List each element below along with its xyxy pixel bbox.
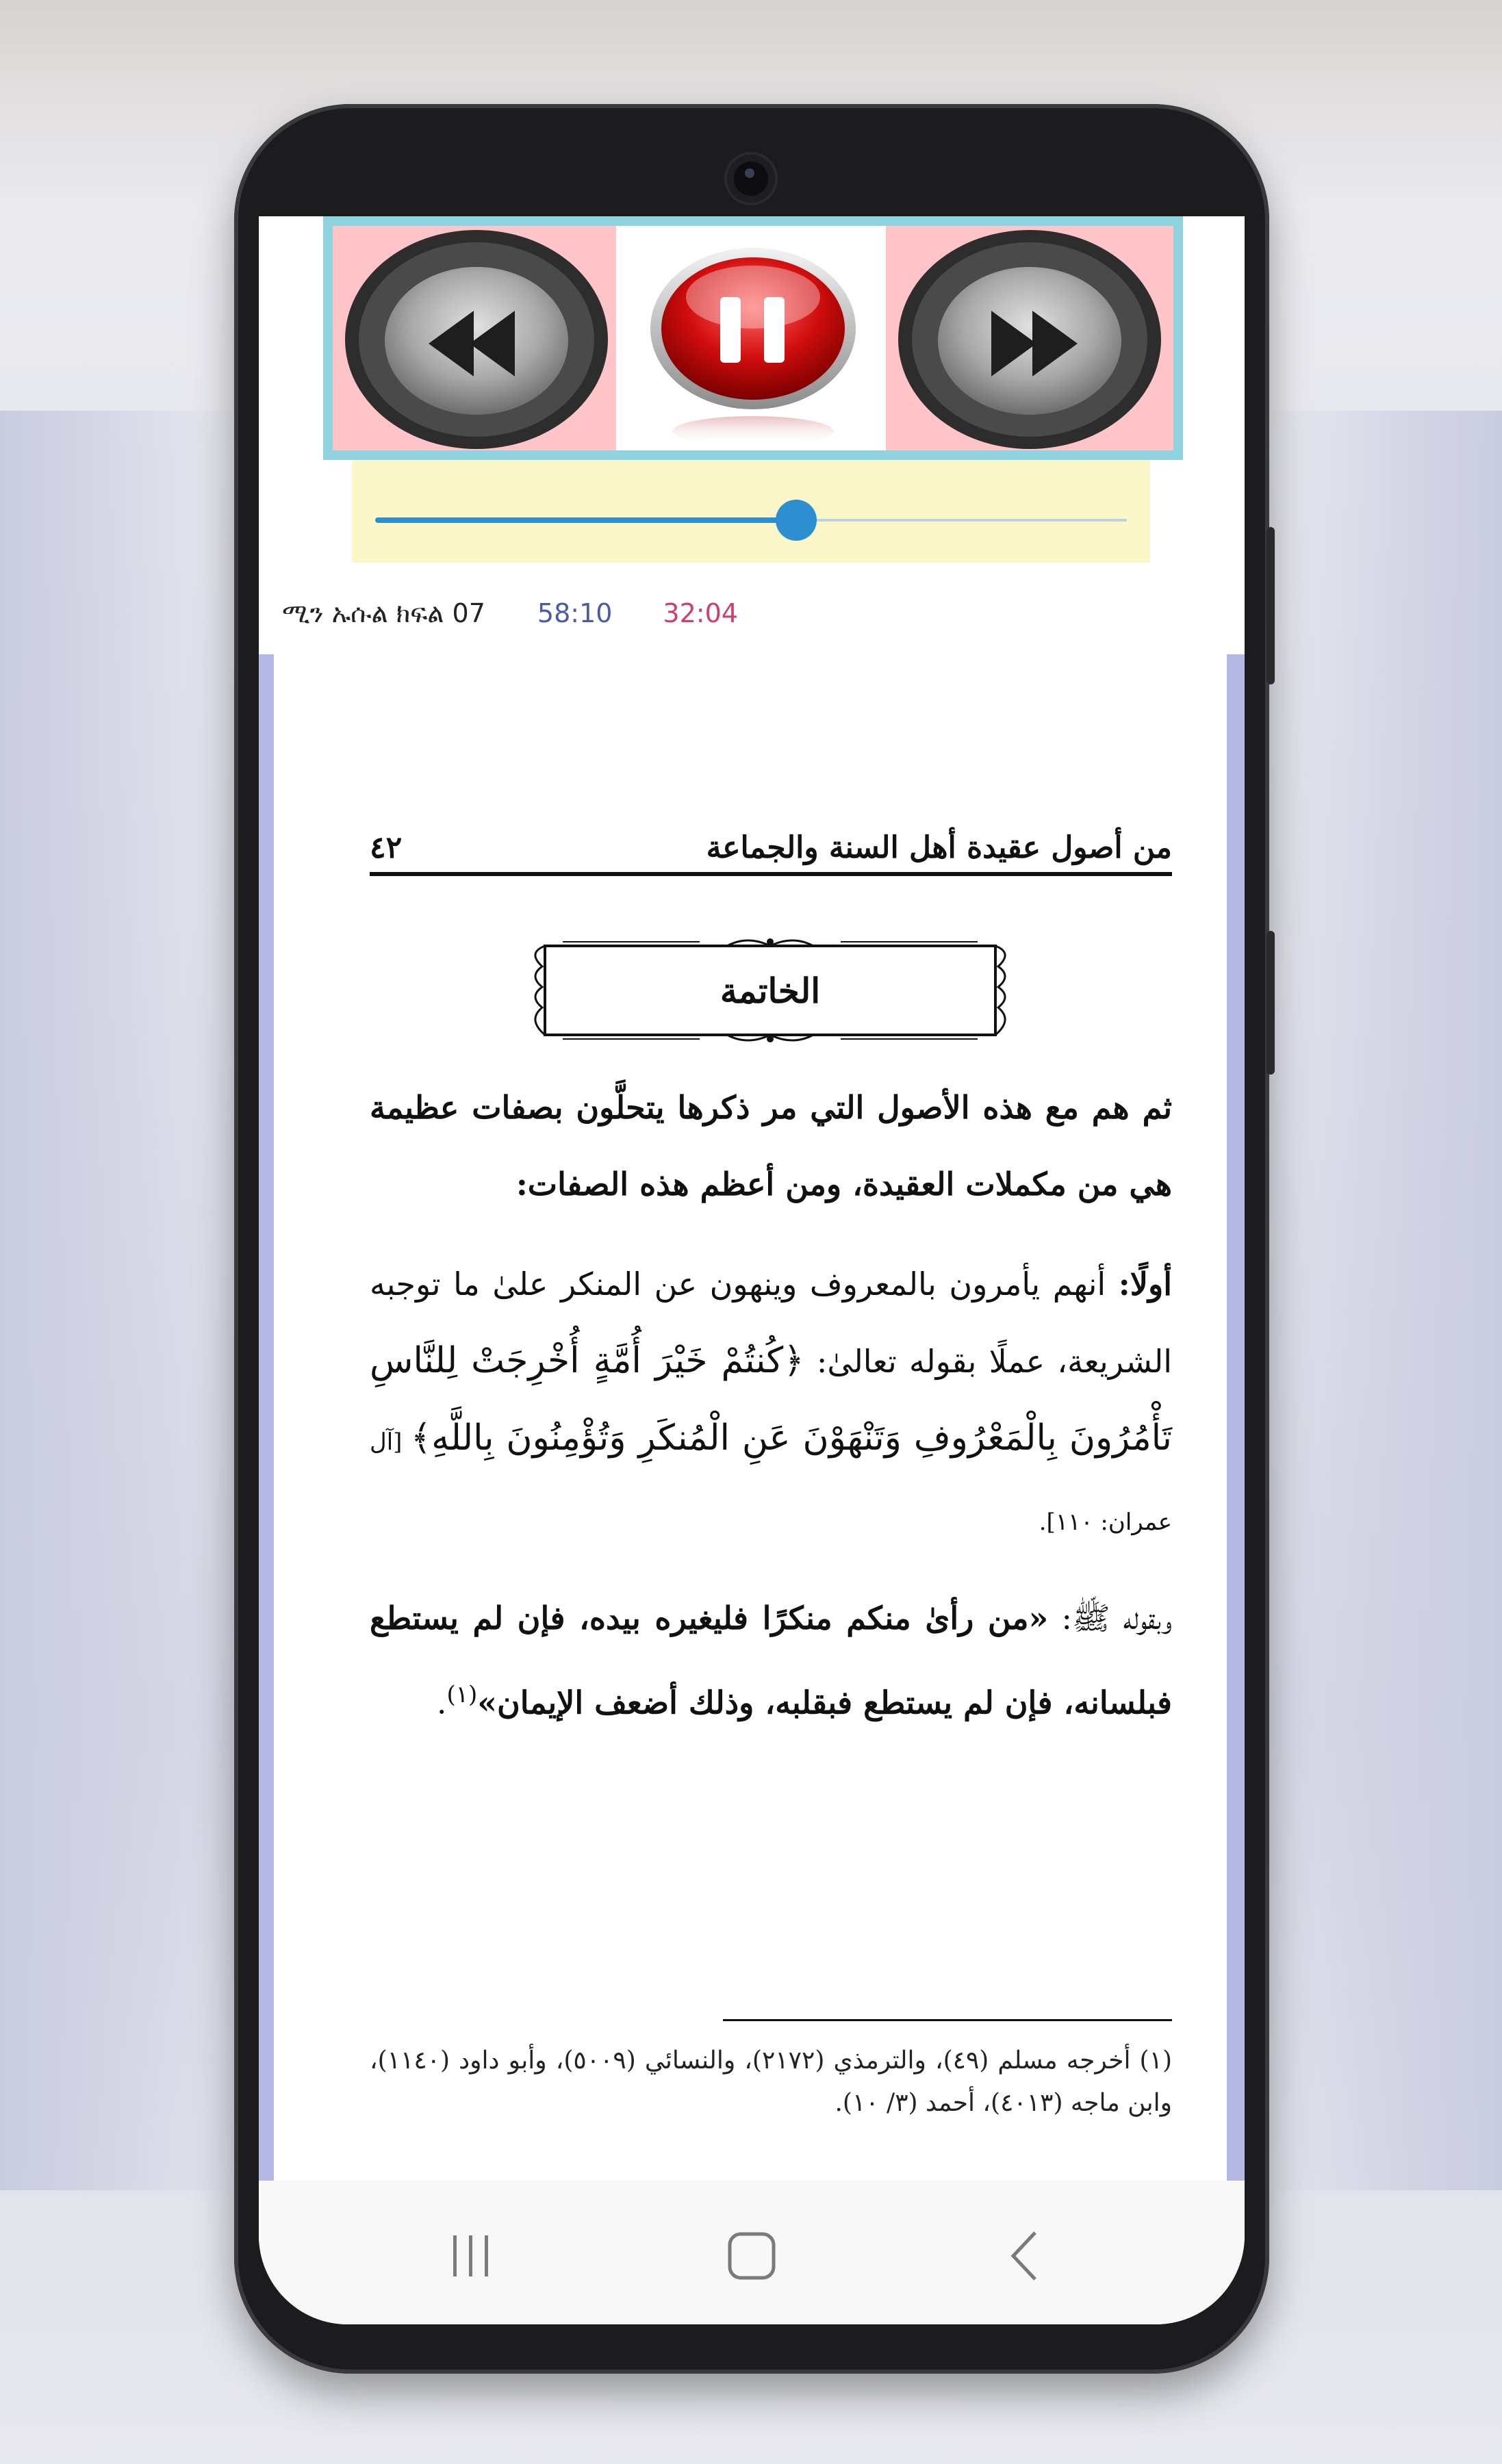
app-screen bbox=[259, 216, 1245, 2324]
paragraph-intro-text: ثم هم مع هذه الأصول التي مر ذكرها يتحلَّون بصفات عظيمة هي من مكملات العقيدة، ومن أعظم هذه الصفات: bbox=[370, 1089, 1172, 1203]
track-duration: 58:10 bbox=[537, 598, 613, 628]
seek-panel bbox=[352, 460, 1150, 563]
seek-bar-remaining[interactable] bbox=[796, 519, 1127, 522]
verse-reference: [آل عمران: ١١٠]. bbox=[370, 1428, 1172, 1536]
document-viewer[interactable] bbox=[259, 654, 1245, 2181]
back-icon bbox=[998, 2229, 1053, 2283]
page-number: ٤٢ bbox=[370, 830, 403, 865]
section-title: الخاتمة bbox=[720, 970, 821, 1011]
background-right bbox=[1256, 411, 1502, 2190]
seek-bar-played[interactable] bbox=[375, 517, 796, 523]
hadith-text: «من رأىٰ منكم منكرًا فليغيره بيده، فإن لم يستطع فبلسانه، فإن لم يستطع فبقلبه، وذلك أضعف الإيمان» bbox=[370, 1600, 1172, 1721]
section-title-frame bbox=[522, 934, 1019, 1047]
paragraph-hadith bbox=[370, 1580, 1172, 1741]
paragraph-text: أنهم يأمرون بالمعروف وينهون عن المنكر علىٰ ما توجبه الشريعة، عملًا بقوله تعالىٰ: bbox=[370, 1266, 1172, 1380]
footnote: (١) أخرجه مسلم (٤٩)، والترمذي (٢١٧٢)، والنسائي (٥٠٠٩)، وأبو داود (١١٤٠)، وابن ماجه (٤٠١٣)، أحمد (٣/ ١٠). bbox=[370, 2046, 1172, 2117]
front-camera bbox=[727, 155, 775, 203]
navigation-bar bbox=[259, 2181, 1245, 2324]
paragraph-lead: أولًا: bbox=[1118, 1266, 1172, 1302]
hadith-end: . bbox=[436, 1684, 447, 1721]
page-header bbox=[370, 824, 1172, 876]
track-title: ሚን ኡሱል ክፍል 07 bbox=[282, 598, 485, 628]
rewind-icon bbox=[340, 226, 613, 450]
pause-icon bbox=[644, 226, 863, 450]
footnote-marker: (١) bbox=[446, 1681, 478, 1708]
recent-apps-button[interactable] bbox=[444, 2229, 498, 2283]
current-time: 32:04 bbox=[663, 598, 738, 628]
pause-button[interactable] bbox=[616, 226, 890, 450]
paragraph-first-quality bbox=[370, 1246, 1172, 1561]
footnote-divider bbox=[723, 2019, 1172, 2021]
power-button bbox=[1266, 931, 1275, 1075]
seek-thumb[interactable] bbox=[776, 500, 817, 541]
back-button[interactable] bbox=[998, 2229, 1053, 2283]
paragraph-intro bbox=[370, 1069, 1172, 1222]
document-page bbox=[274, 654, 1227, 2181]
fast-forward-button[interactable] bbox=[886, 226, 1173, 450]
volume-button bbox=[1266, 527, 1275, 684]
home-icon bbox=[724, 2229, 779, 2283]
hadith-lead: وبقوله ﷺ: bbox=[1048, 1600, 1172, 1637]
audio-player bbox=[323, 216, 1183, 460]
recent-apps-icon bbox=[444, 2229, 498, 2283]
background-left bbox=[0, 411, 246, 2190]
home-button[interactable] bbox=[724, 2229, 779, 2283]
fast-forward-icon bbox=[893, 226, 1167, 450]
rewind-button[interactable] bbox=[333, 226, 620, 450]
track-info bbox=[282, 593, 738, 634]
quran-verse: ﴿كُنتُمْ خَيْرَ أُمَّةٍ أُخْرِجَتْ لِلنَّاسِ تَأْمُرُونَ بِالْمَعْرُوفِ وَتَنْهَوْنَ عَنِ الْمُنكَرِ وَتُؤْمِنُونَ بِاللَّهِ﴾ bbox=[370, 1340, 1172, 1459]
header-title: من أصول عقيدة أهل السنة والجماعة bbox=[706, 830, 1172, 865]
